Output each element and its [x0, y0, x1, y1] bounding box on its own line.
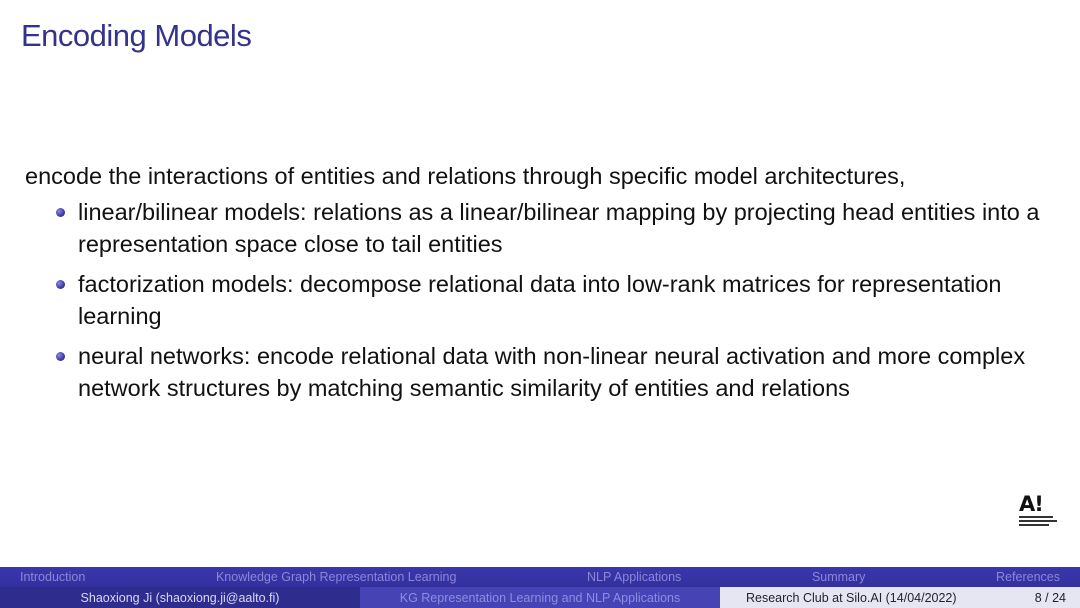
- bullet-text: linear/bilinear models: relations as a linear/bilinear mapping by projecting head entities into a representation space close to tail entities: [78, 199, 1040, 257]
- slide-body: [25, 160, 1065, 412]
- footer-event: Research Club at Silo.AI (14/04/2022): [746, 590, 957, 605]
- nav-kg-representation-learning[interactable]: Knowledge Graph Representation Learning: [215, 570, 457, 584]
- intro-text: encode the interactions of entities and relations through specific model architectures,: [25, 163, 906, 189]
- footer-event-cell: [720, 587, 1080, 608]
- nav-references[interactable]: References: [996, 570, 1060, 584]
- bullet-dot-icon: [56, 352, 65, 361]
- footer-author: Shaoxiong Ji (shaoxiong.ji@aalto.fi): [0, 587, 360, 608]
- bullet-item: [25, 268, 1065, 332]
- footer: [0, 567, 1080, 608]
- section-navigation: [0, 567, 1080, 587]
- bullet-text: factorization models: decompose relational data into low-rank matrices for representation learning: [78, 271, 1002, 329]
- bullet-list: [25, 196, 1065, 404]
- bullet-dot-icon: [56, 280, 65, 289]
- bullet-item: [25, 340, 1065, 404]
- logo-wordmark-lines: [1019, 516, 1059, 526]
- nav-nlp-applications[interactable]: NLP Applications: [587, 570, 682, 584]
- bullet-text: neural networks: encode relational data with non-linear neural activation and more complex network structures by matching semantic similarity of entities and relations: [78, 343, 1026, 401]
- footer-info-bar: [0, 587, 1080, 608]
- nav-introduction[interactable]: Introduction: [20, 570, 86, 584]
- logo-mark: A!: [1019, 492, 1043, 516]
- bullet-item: [25, 196, 1065, 260]
- nav-summary[interactable]: Summary: [811, 570, 866, 584]
- page-number: 8 / 24: [1034, 590, 1066, 605]
- footer-talk-title: KG Representation Learning and NLP Applications: [360, 587, 720, 608]
- slide-title: Encoding Models: [21, 18, 252, 53]
- aalto-logo: [1019, 494, 1059, 530]
- bullet-dot-icon: [56, 208, 65, 217]
